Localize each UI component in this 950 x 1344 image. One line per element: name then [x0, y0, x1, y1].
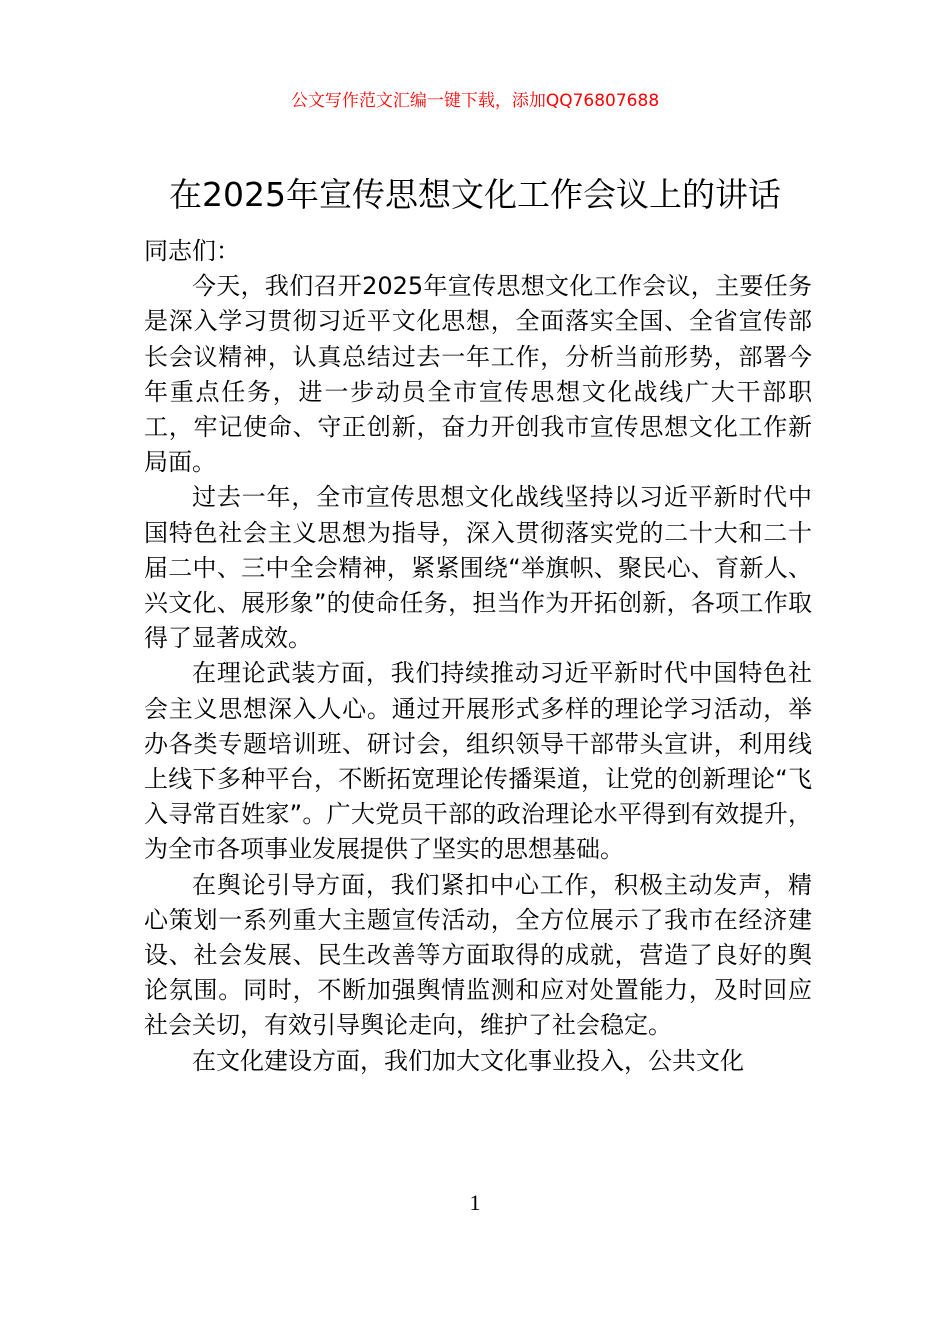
page-number: 1: [469, 1190, 481, 1215]
download-banner: 公文写作范文汇编一键下载，添加QQ76807688: [290, 91, 660, 111]
document-title: 在2025年宣传思想文化工作会议上的讲话: [169, 175, 781, 214]
paragraph: 在文化建设方面，我们加大文化事业投入，公共文化: [192, 1046, 744, 1075]
salutation: 同志们：: [144, 237, 240, 265]
paragraph: 今天，我们召开2025年宣传思想文化工作会议，主要任务是深入学习贯彻习近平文化思想，全面落实全国、全省宣传部长会议精神，认真总结过去一年工作，分析当前形势，部署今年重点任务，进一步动员全市宣传思想文化战线广大干部职工，牢记使命、守正创新，奋力开创我市宣传思想文化工作新局面。: [144, 272, 812, 477]
paragraph: 在舆论引导方面，我们紧扣中心工作，积极主动发声，精心策划一系列重大主题宣传活动，全方位展示了我市在经济建设、社会发展、民生改善等方面取得的成就，营造了良好的舆论氛围。同时，不断加强舆情监测和应对处置能力，及时回应社会关切，有效引导舆论走向，维护了社会稳定。: [144, 870, 812, 1040]
paragraph: 在理论武装方面，我们持续推动习近平新时代中国特色社会主义思想深入人心。通过开展形式多样的理论学习活动，举办各类专题培训班、研讨会，组织领导干部带头宣讲，利用线上线下多种平台，不断拓宽理论传播渠道，让党的创新理论“飞入寻常百姓家”。广大党员干部的政治理论水平得到有效提升，为全市各项事业发展提供了坚实的思想基础。: [144, 659, 812, 864]
document-body: [144, 234, 812, 1079]
paragraph: 过去一年，全市宣传思想文化战线坚持以习近平新时代中国特色社会主义思想为指导，深入贯彻落实党的二十大和二十届二中、三中全会精神，紧紧围绕“举旗帜、聚民心、育新人、兴文化、展形象”的使命任务，担当作为开拓创新，各项工作取得了显著成效。: [144, 483, 812, 653]
